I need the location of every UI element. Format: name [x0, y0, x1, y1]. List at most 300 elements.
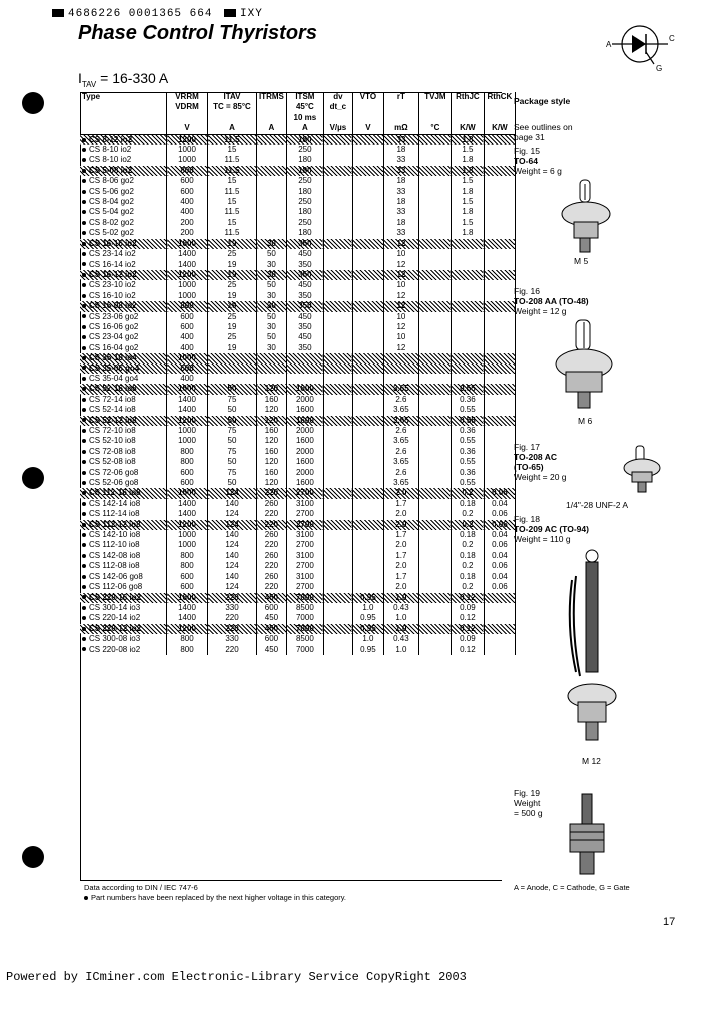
value-cell: [323, 447, 352, 457]
type-cell: CS 220-16 io2: [80, 593, 167, 603]
value-cell: 400: [167, 374, 208, 384]
table-row: [80, 187, 515, 197]
value-cell: 350: [286, 260, 323, 270]
value-cell: 3100: [286, 572, 323, 582]
value-cell: 7000: [286, 645, 323, 655]
value-cell: 0.55: [451, 384, 484, 394]
value-cell: 600: [167, 176, 208, 186]
bullet-icon: [82, 543, 86, 547]
value-cell: [418, 166, 451, 176]
value-cell: [323, 457, 352, 467]
value-cell: 400: [167, 343, 208, 353]
package-style-title: Package style: [514, 96, 571, 106]
value-cell: 0.18: [451, 551, 484, 561]
value-cell: 1200: [167, 624, 208, 634]
table-row: [80, 322, 515, 332]
value-cell: 2.0: [383, 488, 418, 498]
value-cell: 3.65: [383, 436, 418, 446]
value-cell: 1000: [167, 353, 208, 363]
value-cell: 140: [208, 551, 257, 561]
value-cell: [484, 239, 515, 249]
package-fig15: Fig. 15 TO-64 Weight = 6 g: [514, 146, 562, 176]
value-cell: [323, 374, 352, 384]
value-cell: [418, 332, 451, 342]
value-cell: 19: [208, 260, 257, 270]
value-cell: [352, 301, 383, 311]
value-cell: 1.7: [383, 530, 418, 540]
value-cell: [323, 353, 352, 363]
type-cell: CS 300-08 io3: [80, 634, 167, 644]
value-cell: [352, 540, 383, 550]
value-cell: 800: [167, 457, 208, 467]
value-cell: 33: [383, 166, 418, 176]
package-fig19: Fig. 19 Weight = 500 g: [514, 788, 543, 818]
value-cell: 2.0: [383, 520, 418, 530]
table-row: [80, 509, 515, 519]
value-cell: 250: [286, 218, 323, 228]
value-cell: [323, 207, 352, 217]
bullet-icon: [82, 564, 86, 568]
type-cell: CS 8-10 io2: [80, 155, 167, 165]
value-cell: [323, 436, 352, 446]
value-cell: 330: [208, 634, 257, 644]
value-cell: 200: [167, 218, 208, 228]
value-cell: 220: [208, 624, 257, 634]
value-cell: [418, 176, 451, 186]
value-cell: 600: [167, 572, 208, 582]
value-cell: [257, 187, 287, 197]
type-cell: CS 5-06 go2: [80, 187, 167, 197]
value-cell: [323, 166, 352, 176]
value-cell: 0.55: [451, 478, 484, 488]
value-cell: 18: [383, 145, 418, 155]
value-cell: [418, 249, 451, 259]
value-cell: [484, 634, 515, 644]
type-cell: CS 8-06 go2: [80, 176, 167, 186]
value-cell: [352, 384, 383, 394]
bullet-icon: [82, 158, 86, 162]
value-cell: 350: [286, 270, 323, 280]
value-cell: 50: [208, 457, 257, 467]
value-cell: 120: [257, 384, 287, 394]
value-cell: 1.8: [451, 207, 484, 217]
value-cell: [418, 572, 451, 582]
value-cell: 1400: [167, 613, 208, 623]
value-cell: 140: [208, 572, 257, 582]
type-cell: CS 112-16 io8: [80, 488, 167, 498]
value-cell: 10: [383, 249, 418, 259]
value-cell: 50: [257, 280, 287, 290]
value-cell: 75: [208, 468, 257, 478]
value-cell: [451, 322, 484, 332]
value-cell: 600: [257, 603, 287, 613]
value-cell: 1000: [167, 530, 208, 540]
value-cell: 600: [167, 582, 208, 592]
value-cell: [418, 416, 451, 426]
value-cell: 1600: [167, 593, 208, 603]
unit-cell: °C: [418, 123, 451, 134]
table-header: [80, 92, 515, 123]
value-cell: [352, 239, 383, 249]
value-cell: [418, 218, 451, 228]
table-row: [80, 353, 515, 363]
table-row: [80, 155, 515, 165]
value-cell: [418, 624, 451, 634]
value-cell: 3.65: [383, 416, 418, 426]
value-cell: 600: [167, 478, 208, 488]
value-cell: [352, 395, 383, 405]
value-cell: [323, 187, 352, 197]
value-cell: [352, 353, 383, 363]
type-cell: CS 5-02 go2: [80, 228, 167, 238]
value-cell: [484, 457, 515, 467]
value-cell: [484, 468, 515, 478]
value-cell: 30: [257, 260, 287, 270]
value-cell: [484, 155, 515, 165]
value-cell: 1.5: [451, 197, 484, 207]
bullet-icon: [82, 366, 86, 370]
type-cell: CS 8-04 go2: [80, 197, 167, 207]
value-cell: [323, 634, 352, 644]
bullet-icon: [82, 262, 86, 266]
table-row: [80, 270, 515, 280]
value-cell: 220: [257, 488, 287, 498]
value-cell: 0.04: [484, 551, 515, 561]
value-cell: 220: [257, 582, 287, 592]
thyristor-table: [80, 92, 516, 655]
value-cell: [484, 353, 515, 363]
type-cell: CS 220-08 io2: [80, 645, 167, 655]
value-cell: 30: [257, 301, 287, 311]
value-cell: [323, 582, 352, 592]
value-cell: [286, 353, 323, 363]
bullet-icon: [82, 491, 86, 495]
value-cell: 140: [208, 530, 257, 540]
value-cell: 1.0: [352, 603, 383, 613]
value-cell: [323, 520, 352, 530]
package-note: See outlines on page 31: [514, 122, 573, 142]
value-cell: 330: [208, 603, 257, 613]
type-cell: CS 72-08 io8: [80, 447, 167, 457]
type-cell: CS 16-12 io2: [80, 270, 167, 280]
value-cell: 1400: [167, 509, 208, 519]
value-cell: 120: [257, 416, 287, 426]
value-cell: 1.7: [383, 499, 418, 509]
value-cell: [418, 551, 451, 561]
value-cell: [418, 593, 451, 603]
value-cell: 180: [286, 207, 323, 217]
value-cell: [484, 197, 515, 207]
value-cell: 1.8: [451, 155, 484, 165]
value-cell: [323, 176, 352, 186]
value-cell: [418, 301, 451, 311]
value-cell: [323, 332, 352, 342]
value-cell: 1000: [167, 291, 208, 301]
value-cell: [484, 447, 515, 457]
table-row: [80, 457, 515, 467]
value-cell: [352, 509, 383, 519]
value-cell: 1.0: [383, 624, 418, 634]
bullet-icon: [82, 450, 86, 454]
value-cell: 0.04: [484, 530, 515, 540]
value-cell: 1600: [286, 405, 323, 415]
bullet-icon: [82, 190, 86, 194]
value-cell: [418, 228, 451, 238]
value-cell: 7000: [286, 613, 323, 623]
value-cell: 350: [286, 291, 323, 301]
value-cell: [484, 134, 515, 145]
value-cell: 15: [208, 176, 257, 186]
value-cell: [286, 374, 323, 384]
value-cell: [323, 613, 352, 623]
value-cell: [323, 405, 352, 415]
col-vrrm: VRRM VDRM: [167, 92, 208, 123]
bullet-icon: [82, 481, 86, 485]
value-cell: [484, 260, 515, 270]
value-cell: 12: [383, 343, 418, 353]
value-cell: 1.8: [451, 166, 484, 176]
value-cell: [418, 187, 451, 197]
unit-cell: [80, 123, 167, 134]
type-cell: CS 35-10 io4: [80, 353, 167, 363]
thread-m6: M 6: [578, 416, 593, 426]
bullet-icon: [82, 585, 86, 589]
value-cell: 0.04: [484, 572, 515, 582]
bullet-icon: [82, 627, 86, 631]
value-cell: 19: [208, 322, 257, 332]
type-cell: CS 72-14 io8: [80, 395, 167, 405]
units-row: [80, 123, 515, 134]
value-cell: [323, 145, 352, 155]
type-cell: CS 112-12 io8: [80, 520, 167, 530]
bullet-icon: [82, 387, 86, 391]
type-cell: CS 52-06 go8: [80, 478, 167, 488]
bullet-icon: [82, 304, 86, 308]
value-cell: 2700: [286, 520, 323, 530]
table-row: [80, 395, 515, 405]
value-cell: [352, 478, 383, 488]
value-cell: 600: [257, 634, 287, 644]
value-cell: 1000: [167, 426, 208, 436]
value-cell: [484, 270, 515, 280]
value-cell: 124: [208, 509, 257, 519]
value-cell: 7000: [286, 593, 323, 603]
value-cell: 800: [167, 166, 208, 176]
value-cell: [323, 218, 352, 228]
type-cell: CS 142-10 io8: [80, 530, 167, 540]
value-cell: 1600: [286, 416, 323, 426]
value-cell: [352, 551, 383, 561]
bullet-icon: [82, 616, 86, 620]
bullet-icon: [82, 408, 86, 412]
value-cell: [352, 134, 383, 145]
value-cell: 800: [167, 301, 208, 311]
value-cell: [352, 197, 383, 207]
value-cell: [418, 260, 451, 270]
value-cell: 33: [383, 187, 418, 197]
value-cell: 1000: [167, 155, 208, 165]
value-cell: [418, 384, 451, 394]
bullet-icon: [82, 335, 86, 339]
value-cell: 250: [286, 197, 323, 207]
value-cell: [286, 364, 323, 374]
value-cell: [352, 457, 383, 467]
value-cell: 1600: [286, 478, 323, 488]
value-cell: [352, 280, 383, 290]
value-cell: 8500: [286, 603, 323, 613]
value-cell: 124: [208, 488, 257, 498]
value-cell: [418, 312, 451, 322]
table-row: [80, 561, 515, 571]
value-cell: [484, 603, 515, 613]
value-cell: 120: [257, 436, 287, 446]
value-cell: 7000: [286, 624, 323, 634]
value-cell: 3100: [286, 551, 323, 561]
value-cell: [418, 270, 451, 280]
value-cell: [352, 561, 383, 571]
value-cell: 3.65: [383, 384, 418, 394]
value-cell: 15: [208, 197, 257, 207]
value-cell: [323, 468, 352, 478]
value-cell: 3.65: [383, 457, 418, 467]
value-cell: 19: [208, 239, 257, 249]
to208aa-package-icon: [550, 318, 620, 414]
value-cell: [323, 426, 352, 436]
value-cell: 50: [257, 312, 287, 322]
type-cell: CS 220-12 io2: [80, 624, 167, 634]
table-row: [80, 468, 515, 478]
value-cell: [418, 134, 451, 145]
value-cell: 2000: [286, 468, 323, 478]
value-cell: [323, 228, 352, 238]
type-cell: CS 16-14 io2: [80, 260, 167, 270]
value-cell: [257, 228, 287, 238]
value-cell: 0.06: [484, 488, 515, 498]
value-cell: [484, 416, 515, 426]
value-cell: 12: [383, 239, 418, 249]
value-cell: [352, 145, 383, 155]
bullet-icon: [82, 439, 86, 443]
value-cell: [451, 291, 484, 301]
value-cell: 15: [208, 145, 257, 155]
value-cell: 600: [167, 312, 208, 322]
value-cell: 0.36: [451, 468, 484, 478]
table-row: [80, 540, 515, 550]
value-cell: [418, 561, 451, 571]
package-fig16: Fig. 16 TO-208 AA (TO-48) Weight = 12 g: [514, 286, 589, 316]
value-cell: 11.5: [208, 187, 257, 197]
value-cell: 75: [208, 395, 257, 405]
type-cell: CS 112-10 io8: [80, 540, 167, 550]
table-row: [80, 260, 515, 270]
value-cell: 350: [286, 239, 323, 249]
value-cell: 600: [167, 322, 208, 332]
value-cell: 0.06: [484, 540, 515, 550]
value-cell: 12: [383, 260, 418, 270]
package-fig17: Fig. 17 TO-208 AC (TO-65) Weight = 20 g: [514, 442, 567, 482]
value-cell: 0.18: [451, 499, 484, 509]
value-cell: [352, 322, 383, 332]
value-cell: [484, 343, 515, 353]
value-cell: 450: [286, 312, 323, 322]
value-cell: 180: [286, 228, 323, 238]
value-cell: 10: [383, 312, 418, 322]
value-cell: [323, 488, 352, 498]
value-cell: [323, 322, 352, 332]
to208ac-package-icon: [620, 444, 664, 494]
value-cell: 2.0: [383, 540, 418, 550]
value-cell: [418, 540, 451, 550]
value-cell: [352, 207, 383, 217]
value-cell: 50: [257, 249, 287, 259]
value-cell: [484, 613, 515, 623]
value-cell: [418, 509, 451, 519]
value-cell: [484, 436, 515, 446]
value-cell: 350: [286, 322, 323, 332]
value-cell: [352, 176, 383, 186]
value-cell: 1600: [286, 457, 323, 467]
value-cell: [257, 166, 287, 176]
binder-hole: [22, 467, 44, 489]
bullet-icon: [82, 169, 86, 173]
value-cell: [418, 239, 451, 249]
value-cell: [418, 395, 451, 405]
table-row: [80, 166, 515, 176]
value-cell: 260: [257, 499, 287, 509]
table-row: [80, 613, 515, 623]
value-cell: [352, 436, 383, 446]
value-cell: 1.0: [383, 593, 418, 603]
type-cell: CS 112-14 io8: [80, 509, 167, 519]
value-cell: [451, 280, 484, 290]
value-cell: 30: [257, 239, 287, 249]
value-cell: 2000: [286, 395, 323, 405]
value-cell: [323, 645, 352, 655]
bullet-icon: [82, 325, 86, 329]
value-cell: 180: [286, 187, 323, 197]
value-cell: [418, 582, 451, 592]
value-cell: [208, 364, 257, 374]
table-row: [80, 207, 515, 217]
value-cell: [352, 572, 383, 582]
type-cell: CS 52-16 io8: [80, 384, 167, 394]
black-block-icon: [224, 9, 236, 17]
bullet-icon: [82, 221, 86, 225]
bullet-icon: [82, 346, 86, 350]
value-cell: 1400: [167, 405, 208, 415]
table-row: [80, 301, 515, 311]
value-cell: 50: [208, 478, 257, 488]
value-cell: 0.43: [383, 603, 418, 613]
bullet-icon: [82, 606, 86, 610]
type-cell: CS 35-04 go4: [80, 374, 167, 384]
value-cell: [484, 312, 515, 322]
value-cell: [323, 530, 352, 540]
value-cell: [484, 218, 515, 228]
value-cell: 450: [286, 280, 323, 290]
unit-cell: A: [257, 123, 287, 134]
value-cell: 1600: [286, 436, 323, 446]
bullet-icon: [82, 200, 86, 204]
value-cell: 25: [208, 280, 257, 290]
value-cell: 19: [208, 301, 257, 311]
value-cell: [352, 468, 383, 478]
value-cell: [323, 197, 352, 207]
table-row: [80, 593, 515, 603]
value-cell: [418, 322, 451, 332]
value-cell: [418, 374, 451, 384]
value-cell: 120: [257, 405, 287, 415]
